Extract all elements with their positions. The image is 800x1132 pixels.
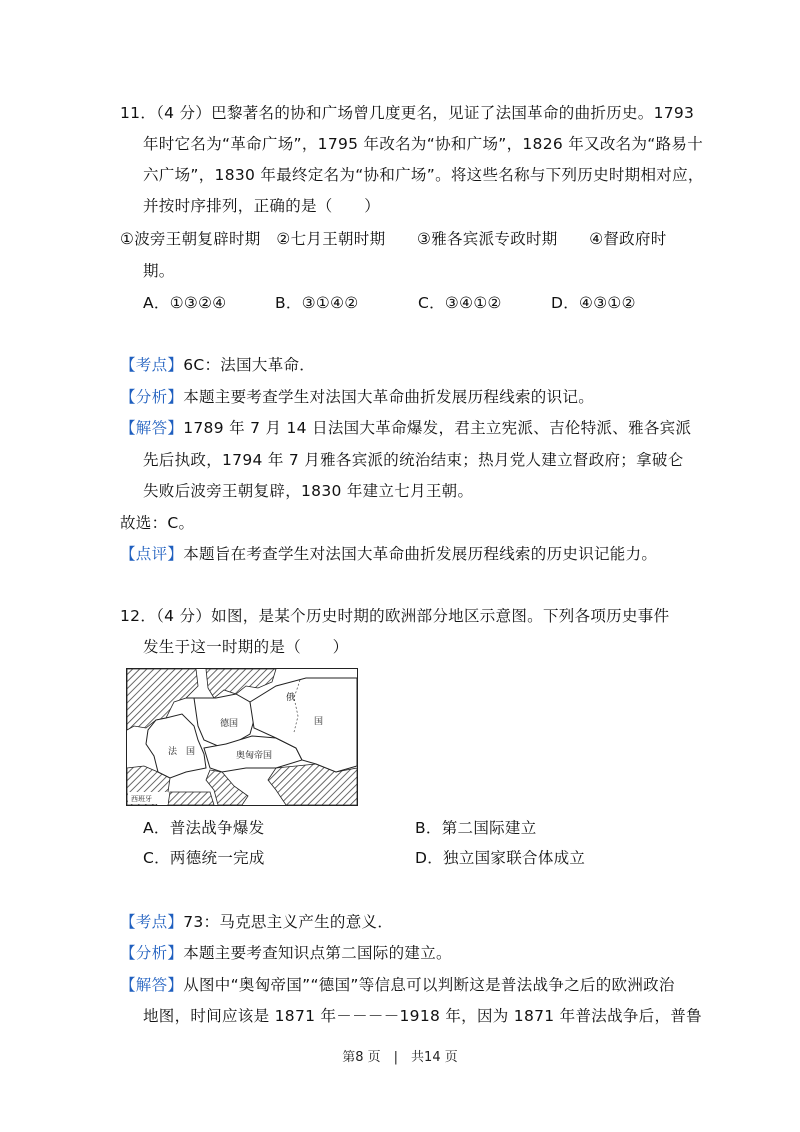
q11-stem-line-4: 并按时序排列，正确的是（ ）: [143, 197, 381, 215]
q12-stem-line-2: 发生于这一时期的是（ ）: [143, 638, 349, 656]
q12-jieda-text-1: 从图中“奥匈帝国”“德国”等信息可以判断这是普法战争之后的欧洲政治: [183, 976, 675, 994]
q11-jieda-text-1: 1789 年 7 月 14 日法国大革命爆发，君主立宪派、吉伦特派、雅各宾派: [183, 419, 692, 437]
q11-option-c[interactable]: C．③④①②: [418, 294, 502, 312]
q11-periods-line-2: 期。: [143, 262, 175, 280]
q12-option-b[interactable]: B．第二国际建立: [415, 819, 537, 837]
q12-option-c[interactable]: C．两德统一完成: [143, 849, 265, 867]
q11-periods-line-1: ①波旁王朝复辟时期 ②七月王朝时期 ③雅各宾派专政时期 ④督政府时: [120, 230, 667, 248]
q12-stem-line-1: 12．（4 分）如图，是某个历史时期的欧洲部分地区示意图。下列各项历史事件: [120, 607, 670, 625]
q12-fenxi-text: 本题主要考查知识点第二国际的建立。: [183, 944, 452, 962]
q12-kaodian-text: 73：马克思主义产生的意义．: [183, 913, 394, 931]
q11-kaodian-tag: 【考点】: [120, 356, 184, 374]
q11-kaodian-text: 6C：法国大革命．: [183, 356, 316, 374]
q11-stem-line-3: 六广场”，1830 年最终定名为“协和广场”。将这些名称与下列历史时期相对应，: [143, 166, 704, 184]
europe-map: [126, 668, 358, 806]
q12-kaodian: [120, 912, 393, 932]
q12-jieda-line-1: [120, 975, 675, 995]
q11-option-b[interactable]: B．③①④②: [275, 294, 359, 312]
q12-fenxi-tag: 【分析】: [120, 944, 184, 962]
q12-fenxi: [120, 943, 452, 963]
q11-dianping-text: 本题旨在考查学生对法国大革命曲折发展历程线索的历史识记能力。: [183, 545, 658, 563]
q12-kaodian-tag: 【考点】: [120, 913, 184, 931]
q11-jieda-line-3: 失败后波旁王朝复辟，1830 年建立七月王朝。: [143, 482, 474, 500]
map-label-russia: 俄: [286, 693, 296, 703]
q11-stem-line-1: 11．（4 分）巴黎著名的协和广场曾几度更名，见证了法国革命的曲折历史。1793: [120, 104, 695, 122]
q12-jieda-line-2: 地图，时间应该是 1871 年－－－－1918 年，因为 1871 年普法战争后，普鲁: [143, 1007, 702, 1025]
q11-jieda-line-1: [120, 418, 691, 438]
q11-option-d[interactable]: D．④③①②: [551, 294, 636, 312]
q11-fenxi-text: 本题主要考查学生对法国大革命曲折发展历程线索的识记。: [183, 388, 595, 406]
map-label-austria: 奥匈帝国: [236, 751, 273, 761]
q12-option-a[interactable]: A．普法战争爆发: [143, 819, 265, 837]
map-africa-region: [168, 792, 214, 805]
q11-fenxi: [120, 387, 594, 407]
map-label-france: 法 国: [168, 747, 196, 757]
q11-dianping-tag: 【点评】: [120, 545, 184, 563]
q11-jieda-line-2: 先后执政，1794 年 7 月雅各宾派的统治结束；热月党人建立督政府；拿破仑: [143, 451, 684, 469]
q11-fenxi-tag: 【分析】: [120, 388, 184, 406]
q11-answer: 故选：C。: [120, 514, 195, 532]
map-label-guo: 国: [314, 717, 324, 727]
q12-jieda-tag: 【解答】: [120, 976, 184, 994]
q12-option-d[interactable]: D．独立国家联合体成立: [415, 849, 586, 867]
q11-stem-line-2: 年时它名为“革命广场”，1795 年改名为“协和广场”，1826 年又改名为“路易十: [143, 135, 703, 153]
q11-kaodian: [120, 355, 315, 375]
map-label-germany: 德国: [220, 719, 239, 729]
q11-dianping: [120, 544, 657, 564]
q11-jieda-tag: 【解答】: [120, 419, 184, 437]
page-footer: 第8 页 | 共14 页: [342, 1050, 458, 1065]
q11-option-a[interactable]: A．①③②④: [143, 294, 227, 312]
map-label-spain: 西班牙: [131, 795, 152, 803]
